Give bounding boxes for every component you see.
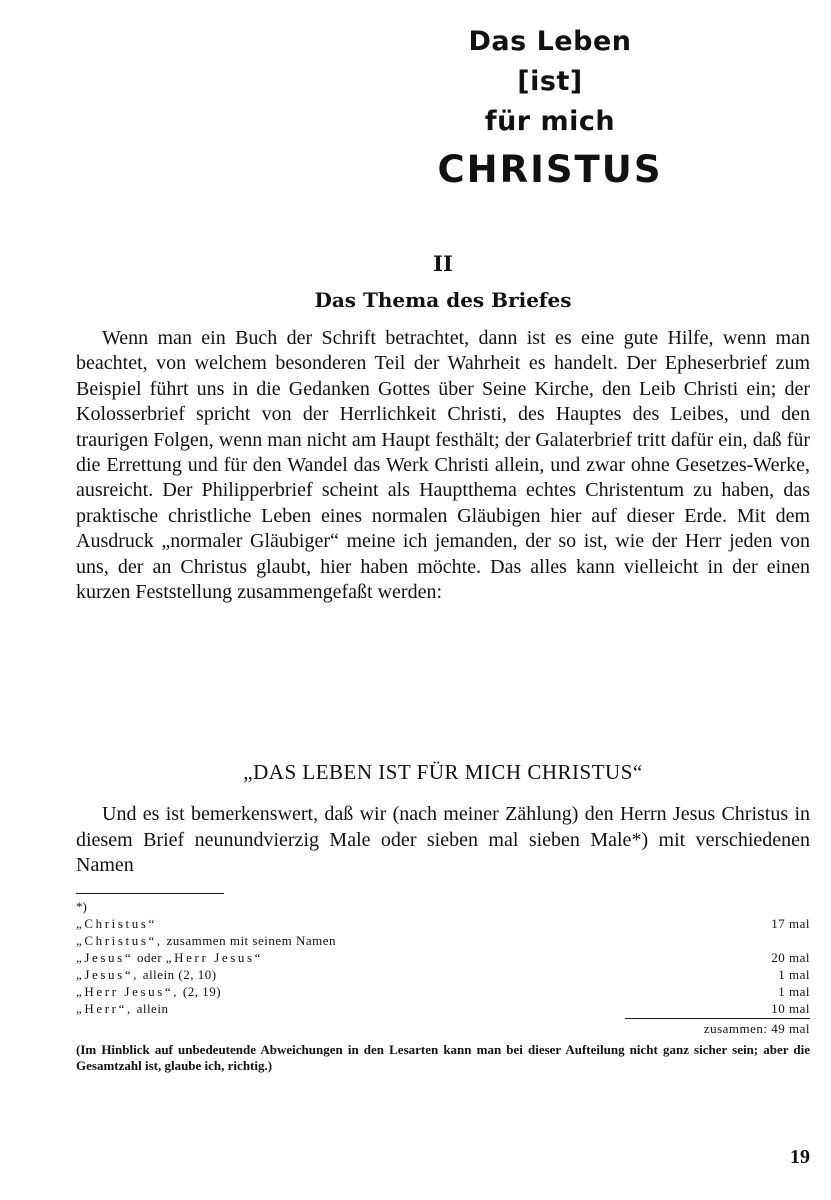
footnote-extra: zusammen mit seinem Namen <box>162 933 337 948</box>
footnote-count: 1 mal <box>778 984 810 999</box>
footnote-extra: (2, 19) <box>179 984 222 999</box>
paragraph-1 <box>76 326 810 605</box>
footnote-row <box>76 949 810 966</box>
footnote-row <box>76 915 810 932</box>
paragraph-2-text: Und es ist bemerkenswert, daß wir (nach meiner Zählung) den Herrn Jesus Christus in diesem Brief neunundvierzig Male oder sieben mal sieben Male*) mit verschiedenen Namen <box>76 803 810 877</box>
book-page <box>76 0 810 1200</box>
footnote-count: 1 mal <box>778 967 810 982</box>
footnote <box>76 898 810 1074</box>
footnote-total: zusammen: 49 mal <box>703 1021 810 1036</box>
footnote-marker-row <box>76 898 810 915</box>
chapter-number <box>76 251 810 276</box>
chapter-heading <box>76 288 810 312</box>
footnote-count: 17 mal <box>771 916 810 931</box>
footnote-extra: oder <box>133 950 166 965</box>
footnote-label: „Herr“, <box>76 1001 133 1016</box>
footnote-label: „Jesus“ <box>76 950 134 965</box>
footnote-count: 20 mal <box>771 950 810 965</box>
title-line-1: Das Leben <box>468 26 632 57</box>
footnote-label-2: „Herr Jesus“ <box>165 950 264 965</box>
footnote-note: (Im Hinblick auf unbedeutende Abweichungen in den Lesarten kann man bei dieser Aufteilung nicht ganz sicher sein; aber die Gesamtzahl ist, glaube ich, richtig.) <box>76 1042 810 1073</box>
chapter-number-text: II <box>433 251 453 276</box>
motto-line: „DAS LEBEN IST FÜR MICH CHRISTUS“ <box>243 760 643 784</box>
footnote-row <box>76 966 810 983</box>
footnote-row <box>76 932 810 949</box>
title-christus: CHRISTUS <box>437 148 663 191</box>
chapter-heading-text: Das Thema des Briefes <box>314 288 572 312</box>
footnote-row <box>76 983 810 1000</box>
footnote-label: „Christus“ <box>76 916 157 931</box>
footnote-label: „Jesus“, <box>76 967 140 982</box>
footnote-row <box>76 1000 810 1017</box>
footnote-count: 10 mal <box>771 1001 810 1016</box>
title-block <box>76 22 810 198</box>
footnote-label: „Herr Jesus“, <box>76 984 180 999</box>
paragraph-2 <box>76 802 810 879</box>
footnote-extra: allein (2, 10) <box>139 967 217 982</box>
page-number: 19 <box>790 1146 810 1168</box>
title-line-2: [ist] <box>517 66 583 97</box>
footnote-marker: *) <box>76 899 87 914</box>
paragraph-1-text: Wenn man ein Buch der Schrift betrachtet, dann ist es eine gute Hilfe, wenn man beachtet, von welchem besonderen Teil der Wahrheit es handelt. Der Epheserbrief zum Beispiel führt uns in die Gedanken Gottes über Seine Kirche, den Leib Christi ein; der Kolosserbrief spricht von der Herrlichkeit Christi, des Hauptes des Leibes, und den traurigen Folgen, wenn man nicht am Haupt festhält; der Galaterbrief tritt dafür ein, daß für die Errettung und für den Wandel das Werk Christi allein, und zwar ohne Gesetzes-Werke, ausreicht. Der Philipperbrief scheint als Hauptthema echtes Christentum zu haben, das praktische christliche Leben eines normalen Gläubigen hier auf dieser Erde. Mit dem Ausdruck „normaler Gläubiger“ meine ich jemanden, der so ist, wie der Herr jeden von uns, der an Christus glaubt, hier haben möchte. Das alles kann vielleicht in der einen kurzen Feststellung zusammengefaßt werden: <box>76 327 810 604</box>
footnote-rule <box>76 893 224 894</box>
footnote-extra: allein <box>132 1001 169 1016</box>
footnote-label: „Christus“, <box>76 933 163 948</box>
title-line-3: für mich <box>484 106 616 137</box>
